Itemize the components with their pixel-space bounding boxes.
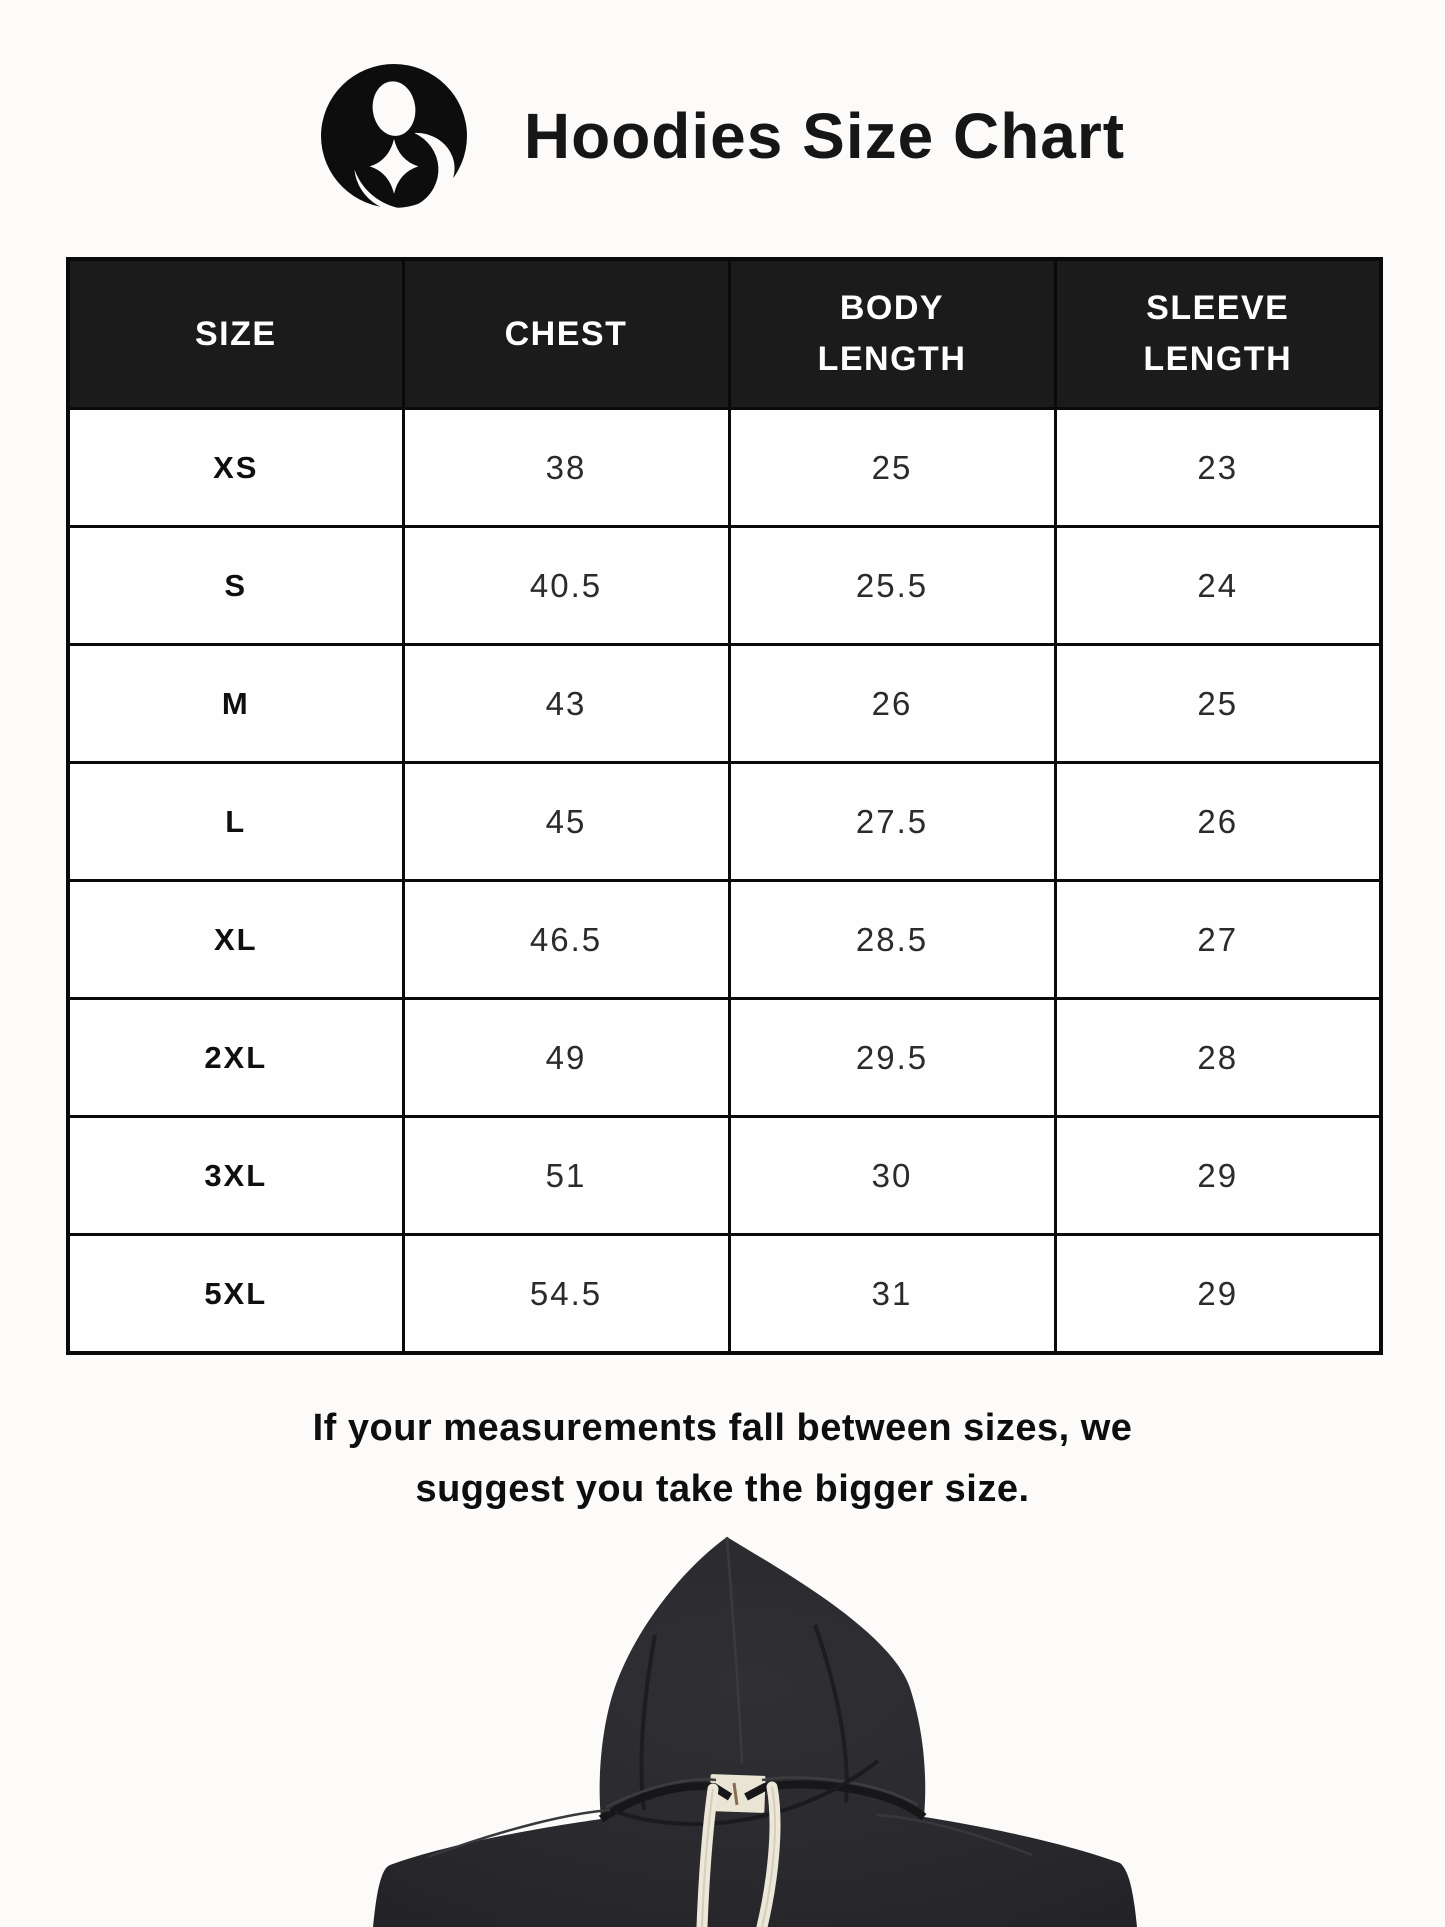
chest-cell: 49 [403,999,729,1117]
table-row-5xl [68,1235,1381,1354]
body-length-cell: 30 [729,1117,1055,1235]
chest-cell: 54.5 [403,1235,729,1354]
body-length-cell: 29.5 [729,999,1055,1117]
page-header [0,58,1445,214]
body-length-cell: 26 [729,645,1055,763]
sleeve-length-cell: 24 [1055,527,1381,645]
size-cell: XL [68,881,403,999]
sleeve-length-cell: 25 [1055,645,1381,763]
sleeve-length-cell: 27 [1055,881,1381,999]
table-row-xl [68,881,1381,999]
size-cell: 3XL [68,1117,403,1235]
body-length-cell: 25.5 [729,527,1055,645]
fit-note [0,1398,1445,1520]
size-cell: M [68,645,403,763]
table-row-l [68,763,1381,881]
table-row-2xl [68,999,1381,1117]
column-header-sleeve-length: SLEEVE LENGTH [1055,259,1381,409]
body-length-cell: 27.5 [729,763,1055,881]
column-header-sleeve-length-label: SLEEVE [1146,289,1290,327]
body-length-cell: 31 [729,1235,1055,1354]
table-header-row [68,259,1381,409]
sleeve-length-cell: 29 [1055,1235,1381,1354]
chest-cell: 43 [403,645,729,763]
size-cell: L [68,763,403,881]
size-cell: S [68,527,403,645]
sleeve-length-cell: 26 [1055,763,1381,881]
hoodie-photo [310,1525,1150,1927]
column-header-chest-label: CHEST [504,314,628,353]
sleeve-length-cell: 23 [1055,409,1381,527]
size-cell: XS [68,409,403,527]
brand-logo-icon [320,62,468,210]
chest-cell: 40.5 [403,527,729,645]
chest-cell: 51 [403,1117,729,1235]
page-title: Hoodies Size Chart [523,100,1126,172]
column-header-body-length-label: BODY [839,289,945,327]
table-row-3xl [68,1117,1381,1235]
size-cell: 5XL [68,1235,403,1354]
column-header-size [68,259,403,409]
table-row-xs [68,409,1381,527]
fit-note-line-1: If your measurements fall between sizes, we [312,1407,1133,1449]
sleeve-length-cell: 29 [1055,1117,1381,1235]
size-table [66,257,1383,1355]
chest-cell: 46.5 [403,881,729,999]
chest-cell: 38 [403,409,729,527]
fit-note-line-2: suggest you take the bigger size. [415,1467,1030,1510]
table-row-s [68,527,1381,645]
column-header-size-label: SIZE [194,314,277,353]
sleeve-length-cell: 28 [1055,999,1381,1117]
body-length-cell: 28.5 [729,881,1055,999]
column-header-chest [403,259,729,409]
column-header-body-length: BODY LENGTH [729,259,1055,409]
hoodie-body [373,1537,1137,1927]
body-length-cell: 25 [729,409,1055,527]
chest-cell: 45 [403,763,729,881]
size-cell: 2XL [68,999,403,1117]
table-row-m [68,645,1381,763]
